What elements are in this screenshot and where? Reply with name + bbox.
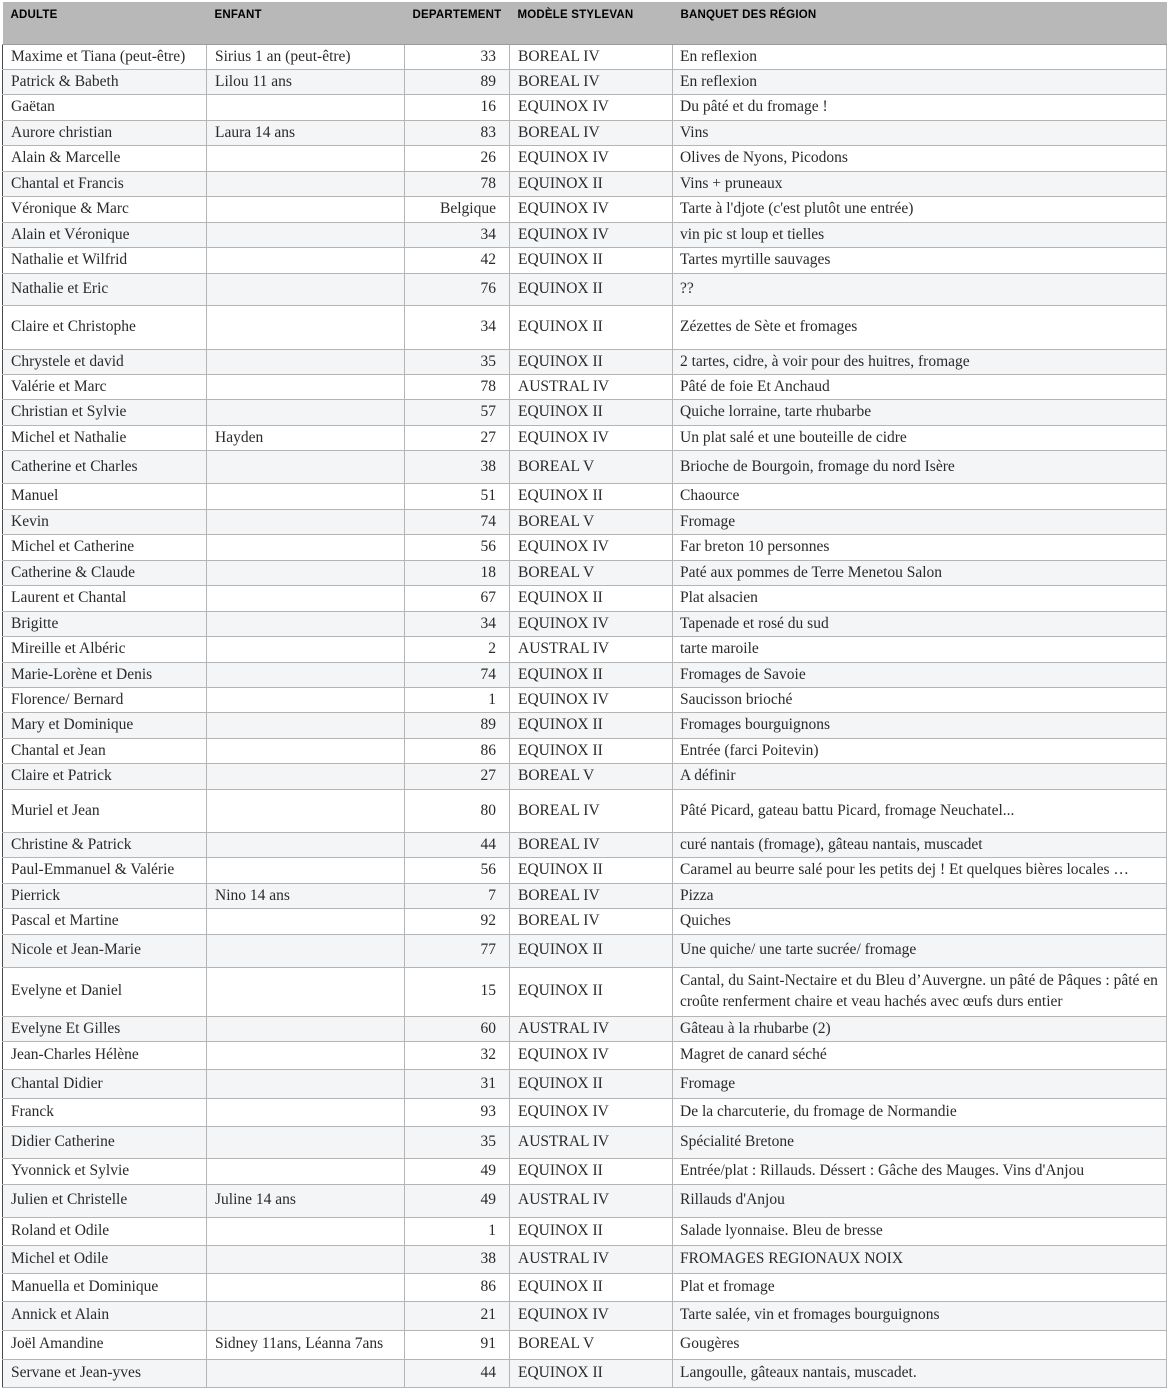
cell-banquet: Fromage bbox=[673, 509, 1167, 534]
cell-enfant bbox=[207, 273, 405, 305]
cell-enfant: Sidney 11ans, Léanna 7ans bbox=[207, 1330, 405, 1359]
page bbox=[2, 2, 1166, 1388]
cell-modele: EQUINOX II bbox=[510, 858, 673, 883]
cell-modele: EQUINOX II bbox=[510, 248, 673, 273]
table-body bbox=[3, 44, 1167, 1387]
cell-banquet: Quiches bbox=[673, 909, 1167, 934]
cell-adulte: Alain & Marcelle bbox=[3, 146, 207, 171]
cell-modele: EQUINOX II bbox=[510, 484, 673, 509]
cell-adulte: Yvonnick et Sylvie bbox=[3, 1159, 207, 1184]
cell-modele: EQUINOX II bbox=[510, 586, 673, 611]
cell-departement: 89 bbox=[405, 713, 510, 738]
cell-modele: AUSTRAL IV bbox=[510, 1016, 673, 1041]
table-row bbox=[3, 451, 1167, 484]
cell-enfant bbox=[207, 1217, 405, 1245]
table-row bbox=[3, 171, 1167, 196]
cell-enfant bbox=[207, 858, 405, 883]
cell-modele: EQUINOX II bbox=[510, 349, 673, 374]
cell-banquet: Rillauds d'Anjou bbox=[673, 1184, 1167, 1217]
cell-adulte: Michel et Catherine bbox=[3, 535, 207, 560]
cell-adulte: Aurore christian bbox=[3, 120, 207, 145]
cell-modele: EQUINOX IV bbox=[510, 611, 673, 636]
cell-banquet: Pizza bbox=[673, 883, 1167, 908]
cell-enfant bbox=[207, 1159, 405, 1184]
cell-departement: 1 bbox=[405, 1217, 510, 1245]
cell-modele: BOREAL IV bbox=[510, 883, 673, 908]
cell-enfant bbox=[207, 1042, 405, 1070]
cell-banquet: Olives de Nyons, Picodons bbox=[673, 146, 1167, 171]
column-header-enfant: ENFANT bbox=[207, 2, 405, 44]
table-row bbox=[3, 662, 1167, 687]
cell-enfant bbox=[207, 1070, 405, 1099]
cell-modele: EQUINOX II bbox=[510, 1217, 673, 1245]
cell-departement: 49 bbox=[405, 1159, 510, 1184]
table-row bbox=[3, 1184, 1167, 1217]
cell-adulte: Christian et Sylvie bbox=[3, 400, 207, 425]
table-row bbox=[3, 400, 1167, 425]
cell-adulte: Manuella et Dominique bbox=[3, 1273, 207, 1301]
cell-departement: 7 bbox=[405, 883, 510, 908]
cell-enfant bbox=[207, 305, 405, 349]
cell-adulte: Joël Amandine bbox=[3, 1330, 207, 1359]
cell-banquet: Tarte à l'djote (c'est plutôt une entrée) bbox=[673, 197, 1167, 222]
cell-enfant bbox=[207, 509, 405, 534]
cell-departement: 78 bbox=[405, 171, 510, 196]
cell-adulte: Julien et Christelle bbox=[3, 1184, 207, 1217]
table-row bbox=[3, 248, 1167, 273]
table-row bbox=[3, 1127, 1167, 1159]
cell-departement: 38 bbox=[405, 1245, 510, 1273]
cell-enfant bbox=[207, 662, 405, 687]
cell-banquet: Une quiche/ une tarte sucrée/ fromage bbox=[673, 934, 1167, 967]
cell-banquet: Paté aux pommes de Terre Menetou Salon bbox=[673, 560, 1167, 585]
column-header-departement: DEPARTEMENT bbox=[405, 2, 510, 44]
table-row bbox=[3, 1330, 1167, 1359]
cell-adulte: Pascal et Martine bbox=[3, 909, 207, 934]
cell-modele: EQUINOX II bbox=[510, 400, 673, 425]
cell-banquet: Fromages de Savoie bbox=[673, 662, 1167, 687]
cell-enfant bbox=[207, 400, 405, 425]
cell-enfant bbox=[207, 95, 405, 120]
cell-departement: 2 bbox=[405, 637, 510, 662]
cell-modele: EQUINOX II bbox=[510, 171, 673, 196]
cell-enfant bbox=[207, 738, 405, 763]
cell-modele: BOREAL IV bbox=[510, 44, 673, 69]
cell-adulte: Véronique & Marc bbox=[3, 197, 207, 222]
table-row bbox=[3, 1159, 1167, 1184]
cell-enfant bbox=[207, 1016, 405, 1041]
table-row bbox=[3, 349, 1167, 374]
cell-departement: 1 bbox=[405, 688, 510, 713]
cell-banquet: Entrée (farci Poitevin) bbox=[673, 738, 1167, 763]
cell-adulte: Christine & Patrick bbox=[3, 832, 207, 857]
cell-adulte: Roland et Odile bbox=[3, 1217, 207, 1245]
cell-adulte: Maxime et Tiana (peut-être) bbox=[3, 44, 207, 69]
cell-modele: EQUINOX IV bbox=[510, 535, 673, 560]
cell-banquet: Zézettes de Sète et fromages bbox=[673, 305, 1167, 349]
cell-enfant bbox=[207, 713, 405, 738]
cell-banquet: Cantal, du Saint-Nectaire et du Bleu d’Auvergne. un pâté de Pâques : pâté en croûte renferment chaire et veau hachés avec œufs durs entier bbox=[673, 967, 1167, 1016]
cell-banquet: Brioche de Bourgoin, fromage du nord Isère bbox=[673, 451, 1167, 484]
cell-departement: 44 bbox=[405, 1359, 510, 1387]
cell-adulte: Evelyne et Daniel bbox=[3, 967, 207, 1016]
cell-adulte: Florence/ Bernard bbox=[3, 688, 207, 713]
cell-modele: EQUINOX IV bbox=[510, 1099, 673, 1127]
cell-departement: 16 bbox=[405, 95, 510, 120]
cell-adulte: Muriel et Jean bbox=[3, 789, 207, 832]
cell-enfant bbox=[207, 248, 405, 273]
cell-banquet: A définir bbox=[673, 764, 1167, 789]
header-row bbox=[3, 2, 1167, 44]
cell-departement: 91 bbox=[405, 1330, 510, 1359]
cell-modele: EQUINOX IV bbox=[510, 95, 673, 120]
cell-adulte: Didier Catherine bbox=[3, 1127, 207, 1159]
cell-adulte: Kevin bbox=[3, 509, 207, 534]
cell-enfant bbox=[207, 560, 405, 585]
table-row bbox=[3, 713, 1167, 738]
cell-modele: EQUINOX II bbox=[510, 713, 673, 738]
cell-modele: AUSTRAL IV bbox=[510, 1127, 673, 1159]
cell-enfant bbox=[207, 909, 405, 934]
table-row bbox=[3, 509, 1167, 534]
cell-banquet: Vins bbox=[673, 120, 1167, 145]
cell-departement: 74 bbox=[405, 509, 510, 534]
cell-departement: 31 bbox=[405, 1070, 510, 1099]
cell-modele: AUSTRAL IV bbox=[510, 375, 673, 400]
cell-enfant bbox=[207, 611, 405, 636]
cell-banquet: Gâteau à la rhubarbe (2) bbox=[673, 1016, 1167, 1041]
cell-modele: AUSTRAL IV bbox=[510, 1184, 673, 1217]
cell-banquet: Un plat salé et une bouteille de cidre bbox=[673, 425, 1167, 450]
cell-adulte: Marie-Lorène et Denis bbox=[3, 662, 207, 687]
table-row bbox=[3, 146, 1167, 171]
cell-banquet: Caramel au beurre salé pour les petits dej ! Et quelques bières locales … bbox=[673, 858, 1167, 883]
table-row bbox=[3, 934, 1167, 967]
cell-enfant bbox=[207, 1245, 405, 1273]
column-header-adulte: ADULTE bbox=[3, 2, 207, 44]
cell-enfant bbox=[207, 1301, 405, 1330]
table-row bbox=[3, 764, 1167, 789]
table-row bbox=[3, 484, 1167, 509]
cell-adulte: Brigitte bbox=[3, 611, 207, 636]
cell-enfant: Lilou 11 ans bbox=[207, 69, 405, 94]
cell-modele: EQUINOX II bbox=[510, 967, 673, 1016]
table-row bbox=[3, 1245, 1167, 1273]
cell-enfant bbox=[207, 586, 405, 611]
cell-modele: EQUINOX II bbox=[510, 738, 673, 763]
cell-enfant bbox=[207, 484, 405, 509]
cell-enfant bbox=[207, 688, 405, 713]
table-row bbox=[3, 120, 1167, 145]
cell-departement: 34 bbox=[405, 611, 510, 636]
cell-banquet: 2 tartes, cidre, à voir pour des huitres, fromage bbox=[673, 349, 1167, 374]
cell-departement: 92 bbox=[405, 909, 510, 934]
table-row bbox=[3, 375, 1167, 400]
cell-enfant bbox=[207, 197, 405, 222]
cell-banquet: Fromages bourguignons bbox=[673, 713, 1167, 738]
table-row bbox=[3, 1042, 1167, 1070]
cell-enfant bbox=[207, 375, 405, 400]
cell-enfant: Laura 14 ans bbox=[207, 120, 405, 145]
cell-enfant bbox=[207, 764, 405, 789]
cell-modele: EQUINOX II bbox=[510, 273, 673, 305]
table-row bbox=[3, 832, 1167, 857]
cell-banquet: ?? bbox=[673, 273, 1167, 305]
cell-departement: 67 bbox=[405, 586, 510, 611]
cell-modele: BOREAL IV bbox=[510, 909, 673, 934]
cell-banquet: Tapenade et rosé du sud bbox=[673, 611, 1167, 636]
cell-enfant: Sirius 1 an (peut-être) bbox=[207, 44, 405, 69]
table-row bbox=[3, 967, 1167, 1016]
cell-departement: 56 bbox=[405, 858, 510, 883]
table-row bbox=[3, 883, 1167, 908]
cell-adulte: Chantal et Francis bbox=[3, 171, 207, 196]
cell-departement: 93 bbox=[405, 1099, 510, 1127]
cell-banquet: Pâté Picard, gateau battu Picard, fromage Neuchatel... bbox=[673, 789, 1167, 832]
cell-adulte: Catherine & Claude bbox=[3, 560, 207, 585]
cell-enfant bbox=[207, 1127, 405, 1159]
cell-banquet: En reflexion bbox=[673, 69, 1167, 94]
cell-adulte: Chantal et Jean bbox=[3, 738, 207, 763]
table-row bbox=[3, 425, 1167, 450]
cell-modele: EQUINOX II bbox=[510, 305, 673, 349]
cell-banquet: Quiche lorraine, tarte rhubarbe bbox=[673, 400, 1167, 425]
cell-banquet: Gougères bbox=[673, 1330, 1167, 1359]
cell-banquet: tarte maroile bbox=[673, 637, 1167, 662]
cell-departement: 78 bbox=[405, 375, 510, 400]
cell-adulte: Chrystele et david bbox=[3, 349, 207, 374]
cell-modele: EQUINOX II bbox=[510, 1070, 673, 1099]
cell-adulte: Paul-Emmanuel & Valérie bbox=[3, 858, 207, 883]
column-header-banquet-des-region: BANQUET DES RÉGION bbox=[673, 2, 1167, 44]
cell-adulte: Mireille et Albéric bbox=[3, 637, 207, 662]
cell-banquet: Saucisson brioché bbox=[673, 688, 1167, 713]
table-row bbox=[3, 305, 1167, 349]
cell-departement: 35 bbox=[405, 349, 510, 374]
cell-modele: EQUINOX IV bbox=[510, 1301, 673, 1330]
cell-departement: 34 bbox=[405, 222, 510, 247]
cell-banquet: Spécialité Bretone bbox=[673, 1127, 1167, 1159]
cell-departement: 51 bbox=[405, 484, 510, 509]
table-row bbox=[3, 273, 1167, 305]
cell-adulte: Claire et Christophe bbox=[3, 305, 207, 349]
cell-modele: EQUINOX IV bbox=[510, 1042, 673, 1070]
cell-modele: EQUINOX II bbox=[510, 1159, 673, 1184]
table-row bbox=[3, 858, 1167, 883]
cell-enfant: Nino 14 ans bbox=[207, 883, 405, 908]
cell-adulte: Pierrick bbox=[3, 883, 207, 908]
cell-adulte: Servane et Jean-yves bbox=[3, 1359, 207, 1387]
cell-banquet: Salade lyonnaise. Bleu de bresse bbox=[673, 1217, 1167, 1245]
cell-adulte: Nathalie et Eric bbox=[3, 273, 207, 305]
cell-departement: 18 bbox=[405, 560, 510, 585]
cell-departement: Belgique bbox=[405, 197, 510, 222]
cell-departement: 33 bbox=[405, 44, 510, 69]
cell-adulte: Patrick & Babeth bbox=[3, 69, 207, 94]
banquet-table bbox=[2, 2, 1167, 1388]
table-row bbox=[3, 95, 1167, 120]
cell-enfant bbox=[207, 1273, 405, 1301]
cell-departement: 77 bbox=[405, 934, 510, 967]
table-row bbox=[3, 1016, 1167, 1041]
cell-enfant bbox=[207, 1359, 405, 1387]
cell-enfant bbox=[207, 222, 405, 247]
cell-enfant bbox=[207, 967, 405, 1016]
cell-departement: 35 bbox=[405, 1127, 510, 1159]
cell-banquet: De la charcuterie, du fromage de Normandie bbox=[673, 1099, 1167, 1127]
cell-adulte: Franck bbox=[3, 1099, 207, 1127]
cell-adulte: Gaëtan bbox=[3, 95, 207, 120]
cell-departement: 57 bbox=[405, 400, 510, 425]
cell-adulte: Alain et Véronique bbox=[3, 222, 207, 247]
cell-modele: EQUINOX IV bbox=[510, 146, 673, 171]
cell-adulte: Chantal Didier bbox=[3, 1070, 207, 1099]
cell-departement: 56 bbox=[405, 535, 510, 560]
table-header bbox=[3, 2, 1167, 44]
cell-modele: EQUINOX II bbox=[510, 1273, 673, 1301]
table-row bbox=[3, 535, 1167, 560]
table-row bbox=[3, 909, 1167, 934]
cell-adulte: Catherine et Charles bbox=[3, 451, 207, 484]
cell-banquet: Langoulle, gâteaux nantais, muscadet. bbox=[673, 1359, 1167, 1387]
cell-modele: EQUINOX IV bbox=[510, 688, 673, 713]
cell-banquet: Du pâté et du fromage ! bbox=[673, 95, 1167, 120]
cell-adulte: Nathalie et Wilfrid bbox=[3, 248, 207, 273]
table-row bbox=[3, 738, 1167, 763]
table-row bbox=[3, 222, 1167, 247]
cell-departement: 38 bbox=[405, 451, 510, 484]
cell-enfant bbox=[207, 535, 405, 560]
cell-modele: BOREAL V bbox=[510, 509, 673, 534]
cell-banquet: Magret de canard séché bbox=[673, 1042, 1167, 1070]
cell-adulte: Laurent et Chantal bbox=[3, 586, 207, 611]
cell-adulte: Claire et Patrick bbox=[3, 764, 207, 789]
table-row bbox=[3, 586, 1167, 611]
cell-modele: BOREAL IV bbox=[510, 120, 673, 145]
table-row bbox=[3, 44, 1167, 69]
cell-modele: EQUINOX IV bbox=[510, 197, 673, 222]
cell-enfant: Hayden bbox=[207, 425, 405, 450]
cell-banquet: Chaource bbox=[673, 484, 1167, 509]
cell-modele: BOREAL IV bbox=[510, 789, 673, 832]
cell-departement: 21 bbox=[405, 1301, 510, 1330]
cell-departement: 44 bbox=[405, 832, 510, 857]
table-row bbox=[3, 1217, 1167, 1245]
cell-adulte: Michel et Odile bbox=[3, 1245, 207, 1273]
cell-departement: 60 bbox=[405, 1016, 510, 1041]
cell-enfant bbox=[207, 789, 405, 832]
table-row bbox=[3, 560, 1167, 585]
table-row bbox=[3, 1099, 1167, 1127]
cell-enfant bbox=[207, 637, 405, 662]
cell-banquet: Far breton 10 personnes bbox=[673, 535, 1167, 560]
cell-adulte: Evelyne Et Gilles bbox=[3, 1016, 207, 1041]
cell-enfant bbox=[207, 451, 405, 484]
cell-modele: AUSTRAL IV bbox=[510, 1245, 673, 1273]
cell-banquet: FROMAGES REGIONAUX NOIX bbox=[673, 1245, 1167, 1273]
cell-banquet: Entrée/plat : Rillauds. Déssert : Gâche des Mauges. Vins d'Anjou bbox=[673, 1159, 1167, 1184]
cell-banquet: Plat alsacien bbox=[673, 586, 1167, 611]
table-row bbox=[3, 1301, 1167, 1330]
cell-modele: EQUINOX IV bbox=[510, 425, 673, 450]
cell-adulte: Annick et Alain bbox=[3, 1301, 207, 1330]
cell-departement: 15 bbox=[405, 967, 510, 1016]
cell-departement: 86 bbox=[405, 738, 510, 763]
cell-banquet: Tartes myrtille sauvages bbox=[673, 248, 1167, 273]
cell-departement: 27 bbox=[405, 425, 510, 450]
table-row bbox=[3, 637, 1167, 662]
cell-departement: 26 bbox=[405, 146, 510, 171]
cell-adulte: Jean-Charles Hélène bbox=[3, 1042, 207, 1070]
table-row bbox=[3, 789, 1167, 832]
cell-banquet: curé nantais (fromage), gâteau nantais, muscadet bbox=[673, 832, 1167, 857]
cell-banquet: Plat et fromage bbox=[673, 1273, 1167, 1301]
cell-adulte: Mary et Dominique bbox=[3, 713, 207, 738]
cell-adulte: Nicole et Jean-Marie bbox=[3, 934, 207, 967]
cell-modele: EQUINOX IV bbox=[510, 222, 673, 247]
cell-modele: AUSTRAL IV bbox=[510, 637, 673, 662]
cell-departement: 76 bbox=[405, 273, 510, 305]
cell-departement: 49 bbox=[405, 1184, 510, 1217]
cell-modele: BOREAL V bbox=[510, 764, 673, 789]
cell-departement: 27 bbox=[405, 764, 510, 789]
cell-modele: EQUINOX II bbox=[510, 1359, 673, 1387]
cell-modele: EQUINOX II bbox=[510, 934, 673, 967]
cell-departement: 42 bbox=[405, 248, 510, 273]
cell-enfant bbox=[207, 349, 405, 374]
cell-enfant bbox=[207, 146, 405, 171]
cell-departement: 34 bbox=[405, 305, 510, 349]
cell-enfant: Juline 14 ans bbox=[207, 1184, 405, 1217]
table-row bbox=[3, 688, 1167, 713]
table-row bbox=[3, 1273, 1167, 1301]
cell-banquet: Vins + pruneaux bbox=[673, 171, 1167, 196]
cell-departement: 74 bbox=[405, 662, 510, 687]
cell-departement: 80 bbox=[405, 789, 510, 832]
cell-modele: BOREAL V bbox=[510, 1330, 673, 1359]
table-row bbox=[3, 1359, 1167, 1387]
cell-modele: BOREAL V bbox=[510, 560, 673, 585]
cell-departement: 89 bbox=[405, 69, 510, 94]
cell-enfant bbox=[207, 832, 405, 857]
cell-banquet: Pâté de foie Et Anchaud bbox=[673, 375, 1167, 400]
cell-modele: BOREAL V bbox=[510, 451, 673, 484]
cell-departement: 86 bbox=[405, 1273, 510, 1301]
cell-adulte: Valérie et Marc bbox=[3, 375, 207, 400]
cell-banquet: Tarte salée, vin et fromages bourguignons bbox=[673, 1301, 1167, 1330]
cell-departement: 83 bbox=[405, 120, 510, 145]
cell-modele: BOREAL IV bbox=[510, 832, 673, 857]
table-row bbox=[3, 1070, 1167, 1099]
cell-enfant bbox=[207, 171, 405, 196]
cell-adulte: Michel et Nathalie bbox=[3, 425, 207, 450]
cell-departement: 32 bbox=[405, 1042, 510, 1070]
cell-banquet: vin pic st loup et tielles bbox=[673, 222, 1167, 247]
column-header-modele-stylevan: MODÈLE STYLEVAN bbox=[510, 2, 673, 44]
table-row bbox=[3, 611, 1167, 636]
cell-banquet: En reflexion bbox=[673, 44, 1167, 69]
cell-adulte: Manuel bbox=[3, 484, 207, 509]
cell-enfant bbox=[207, 1099, 405, 1127]
cell-modele: EQUINOX II bbox=[510, 662, 673, 687]
cell-enfant bbox=[207, 934, 405, 967]
table-row bbox=[3, 69, 1167, 94]
cell-modele: BOREAL IV bbox=[510, 69, 673, 94]
cell-banquet: Fromage bbox=[673, 1070, 1167, 1099]
table-row bbox=[3, 197, 1167, 222]
